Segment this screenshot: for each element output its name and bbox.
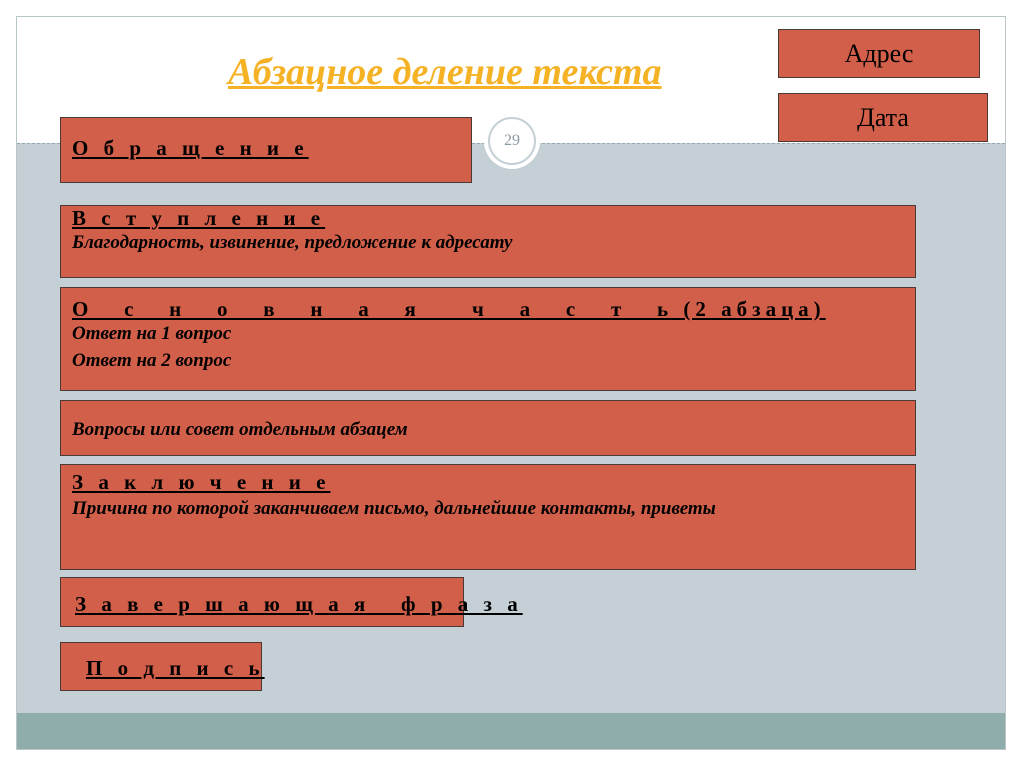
- signature-heading: П о д п и с ь: [86, 656, 265, 680]
- main-part-block: [60, 287, 916, 391]
- closing-phrase-heading: З а в е р ш а ю щ а я ф р а з а: [75, 592, 523, 616]
- questions-text: Вопросы или совет отдельным абзацем: [72, 419, 408, 440]
- introduction-block: [60, 205, 916, 278]
- date-box: [778, 93, 988, 142]
- conclusion-text: Причина по которой заканчиваем письмо, дальнейшие контакты, приветы: [72, 498, 716, 520]
- address-label: Адрес: [844, 38, 914, 68]
- conclusion-block: [60, 464, 916, 570]
- date-label: Дата: [857, 102, 909, 132]
- main-part-answer-1: Ответ на 1 вопрос: [72, 323, 232, 345]
- page-number-badge: [488, 117, 536, 165]
- closing-phrase-block: [60, 577, 523, 627]
- page-number: 29: [504, 132, 520, 149]
- conclusion-heading: З а к л ю ч е н и е: [72, 470, 331, 494]
- main-part-answer-2: Ответ на 2 вопрос: [72, 349, 232, 371]
- questions-block: [60, 400, 916, 456]
- greeting-heading: О б р а щ е н и е: [72, 136, 309, 160]
- introduction-text: Благодарность, извинение, предложение к адресату: [72, 232, 513, 254]
- signature-block: [60, 642, 265, 691]
- footer-band: [17, 713, 1005, 749]
- slide-title: Абзацное деление текста: [228, 51, 662, 93]
- greeting-block: [60, 117, 472, 183]
- address-box: [778, 29, 980, 78]
- main-part-heading: О с н о в н а я ч а с т ь (2 абзаца): [72, 297, 826, 321]
- introduction-heading: В с т у п л е н и е: [72, 206, 326, 230]
